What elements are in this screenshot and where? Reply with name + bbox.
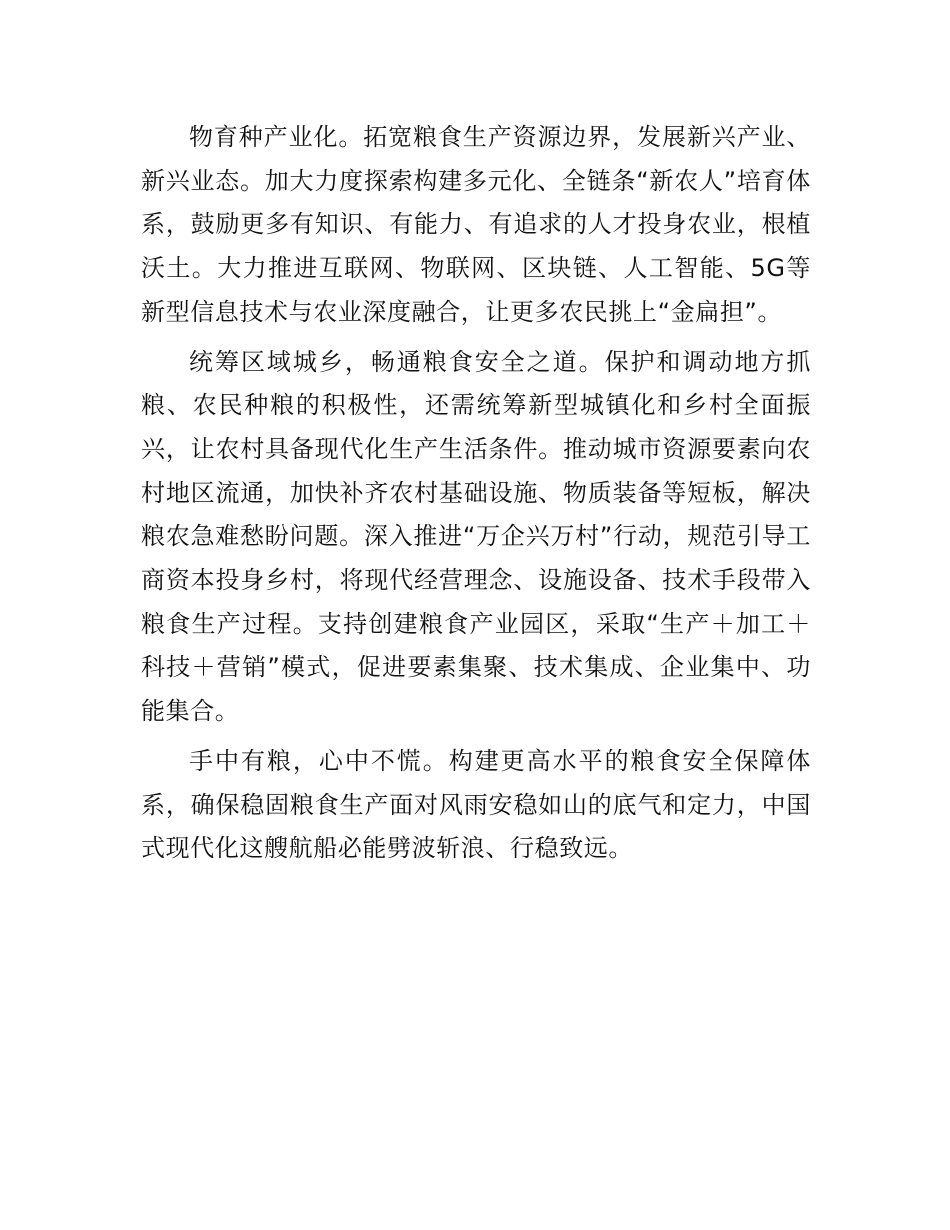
paragraph-2: 统筹区域城乡，畅通粮食安全之道。保护和调动地方抓粮、农民种粮的积极性，还需统筹新型城镇化和乡村全面振兴，让农村具备现代化生产生活条件。推动城市资源要素向农村地区流通，加快补齐农村基础设施、物质装备等短板，解决粮农急难愁盼问题。深入推进“万企兴万村”行动，规范引导工商资本投身乡村，将现代经营理念、设施设备、技术手段带入粮食生产过程。支持创建粮食产业园区，采取“生产＋加工＋科技＋营销”模式，促进要素集聚、技术集成、企业集中、功能集合。: [141, 347, 811, 726]
document-body: [141, 116, 811, 877]
paragraph-3: 手中有粮，心中不慌。构建更高水平的粮食安全保障体系，确保稳固粮食生产面对风雨安稳如山的底气和定力，中国式现代化这艘航船必能劈波斩浪、行稳致远。: [141, 746, 811, 863]
paragraph-1: 物育种产业化。拓宽粮食生产资源边界，发展新兴产业、新兴业态。加大力度探索构建多元化、全链条“新农人”培育体系，鼓励更多有知识、有能力、有追求的人才投身农业，根植沃土。大力推进互联网、物联网、区块链、人工智能、5G等新型信息技术与农业深度融合，让更多农民挑上“金扁担”。: [141, 123, 811, 326]
